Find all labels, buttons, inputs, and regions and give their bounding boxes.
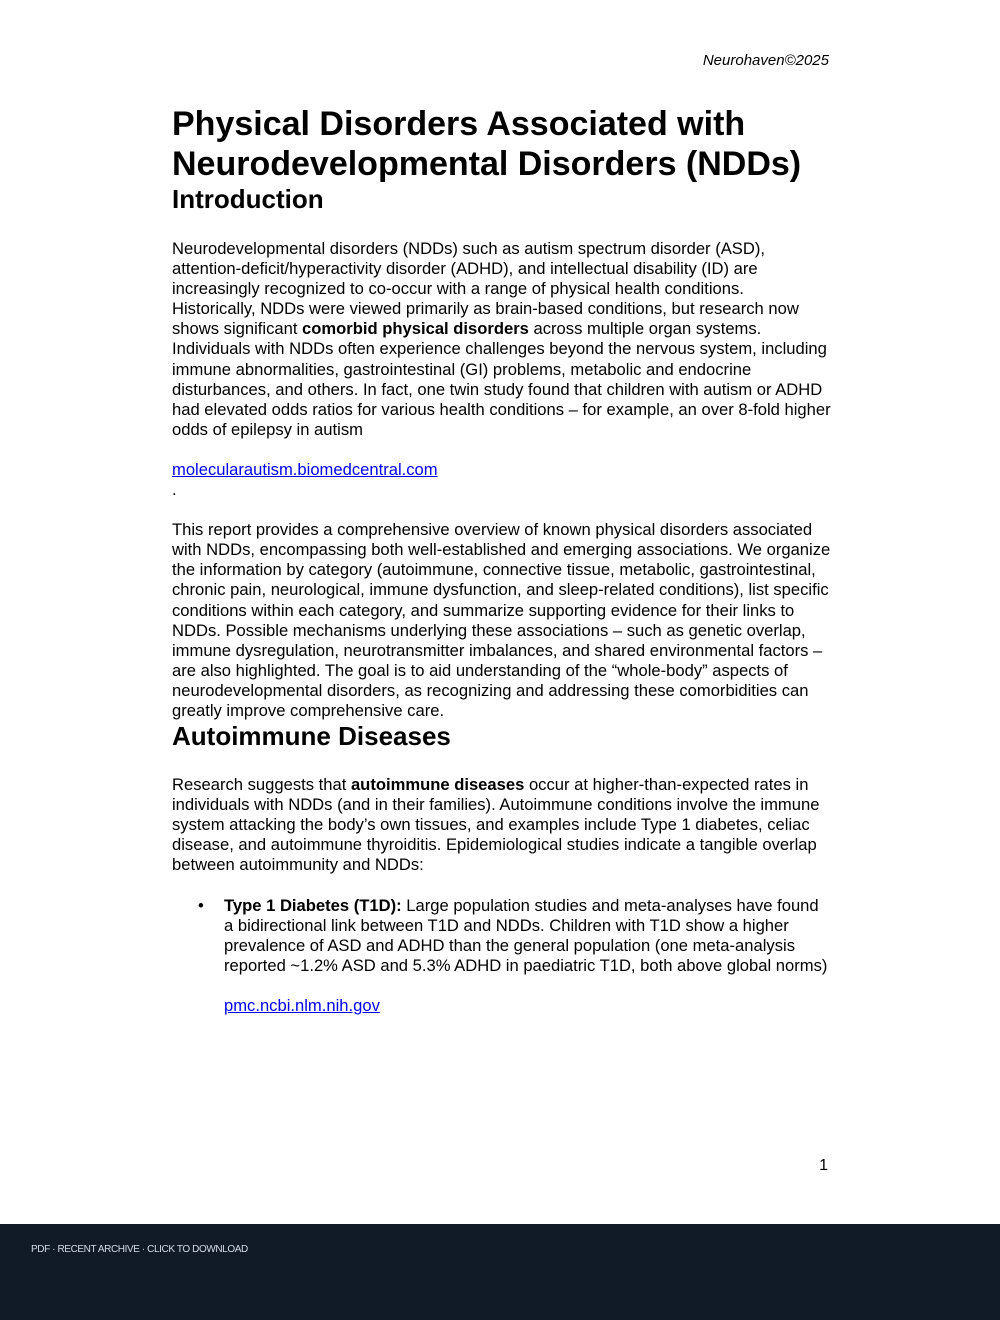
introduction-heading: Introduction xyxy=(172,184,324,214)
introduction-bold-phrase: comorbid physical disorders xyxy=(302,319,529,339)
autoimmune-bullet-list xyxy=(172,896,832,976)
page-number: 1 xyxy=(819,1157,828,1174)
report-overview-paragraph: This report provides a comprehensive overview of known physical disorders associated with NDDs, encompassing both well-established and emerging associations. We organize the information by category (autoimmune, connective tissue, metabolic, gastrointestinal, chronic pain, neurological, immune dysfunction, and sleep-related conditions), list specific conditions within each category, and summarize supporting evidence for their links to NDDs. Possible mechanisms underlying these associations – such as genetic overlap, immune dysregulation, neurotransmitter imbalances, and shared environmental factors – are also highlighted. The goal is to aid understanding of the “whole-body” aspects of neurodevelopmental disorders, as recognizing and addressing these comorbidities can greatly improve comprehensive care. xyxy=(172,520,831,720)
autoimmune-paragraph xyxy=(172,775,832,875)
list-item-source-link[interactable]: pmc.ncbi.nlm.nih.gov xyxy=(224,995,380,1015)
autoimmune-bold-phrase: autoimmune diseases xyxy=(350,775,525,795)
autoimmune-text-end: occur at higher-than-expected rates in individuals with NDDs (and in their families). Autoimmune conditions involve the immune system attacking the body’s own tissues, and examples include Type 1 diabetes, celiac disease, and autoimmune thyroiditis. Epidemiological studies indicate a tangible overlap between autoimmunity and NDDs: xyxy=(172,775,820,875)
download-bar[interactable] xyxy=(0,1224,1000,1320)
introduction-text-start: Neurodevelopmental disorders (NDDs) such as autism spectrum disorder (ASD), attention-deficit/hyperactivity disorder (ADHD), and intellectual disability (ID) are increasingly recognized to co-occur with a range of physical health conditions. Historically, NDDs were viewed primarily as brain-based conditions, but research now shows significant xyxy=(172,239,799,339)
autoimmune-text-start: Research suggests that xyxy=(172,775,351,795)
download-bar-label[interactable]: PDF · RECENT ARCHIVE · CLICK TO DOWNLOAD xyxy=(31,1244,248,1255)
list-item-body xyxy=(224,896,832,976)
list-item xyxy=(172,896,832,976)
document-title-line-1: Physical Disorders Associated with xyxy=(172,105,746,143)
introduction-source-link[interactable]: molecularautism.biomedcentral.com xyxy=(172,459,438,479)
document-title-line-2: Neurodevelopmental Disorders (NDDs) xyxy=(172,145,802,183)
introduction-source xyxy=(172,460,832,500)
bullet-icon: • xyxy=(198,895,204,915)
list-item-title: Type 1 Diabetes (T1D): xyxy=(224,895,402,915)
introduction-text-end: across multiple organ systems. Individuals with NDDs often experience challenges beyond the nervous system, including immune abnormalities, gastrointestinal (GI) problems, metabolic and endocrine disturbances, and others. In fact, one twin study found that children with autism or ADHD had elevated odds ratios for various health conditions – for example, an over 8-fold higher odds of epilepsy in autism xyxy=(172,319,831,439)
list-item-source xyxy=(172,996,832,1016)
autoimmune-heading: Autoimmune Diseases xyxy=(172,721,451,752)
header-brand-mark: Neurohaven©2025 xyxy=(702,52,829,69)
introduction-paragraph xyxy=(172,239,832,440)
document-content xyxy=(172,104,832,1016)
list-item-text: Large population studies and meta-analyses have found a bidirectional link between T1D and NDDs. Children with T1D show a higher prevalence of ASD and ADHD than the general population (one meta-analysis reported ~1.2% ASD and 5.3% ADHD in paediatric T1D, both above global norms) xyxy=(224,895,828,975)
document-title xyxy=(172,104,832,184)
introduction-source-trailing: . xyxy=(172,480,177,500)
